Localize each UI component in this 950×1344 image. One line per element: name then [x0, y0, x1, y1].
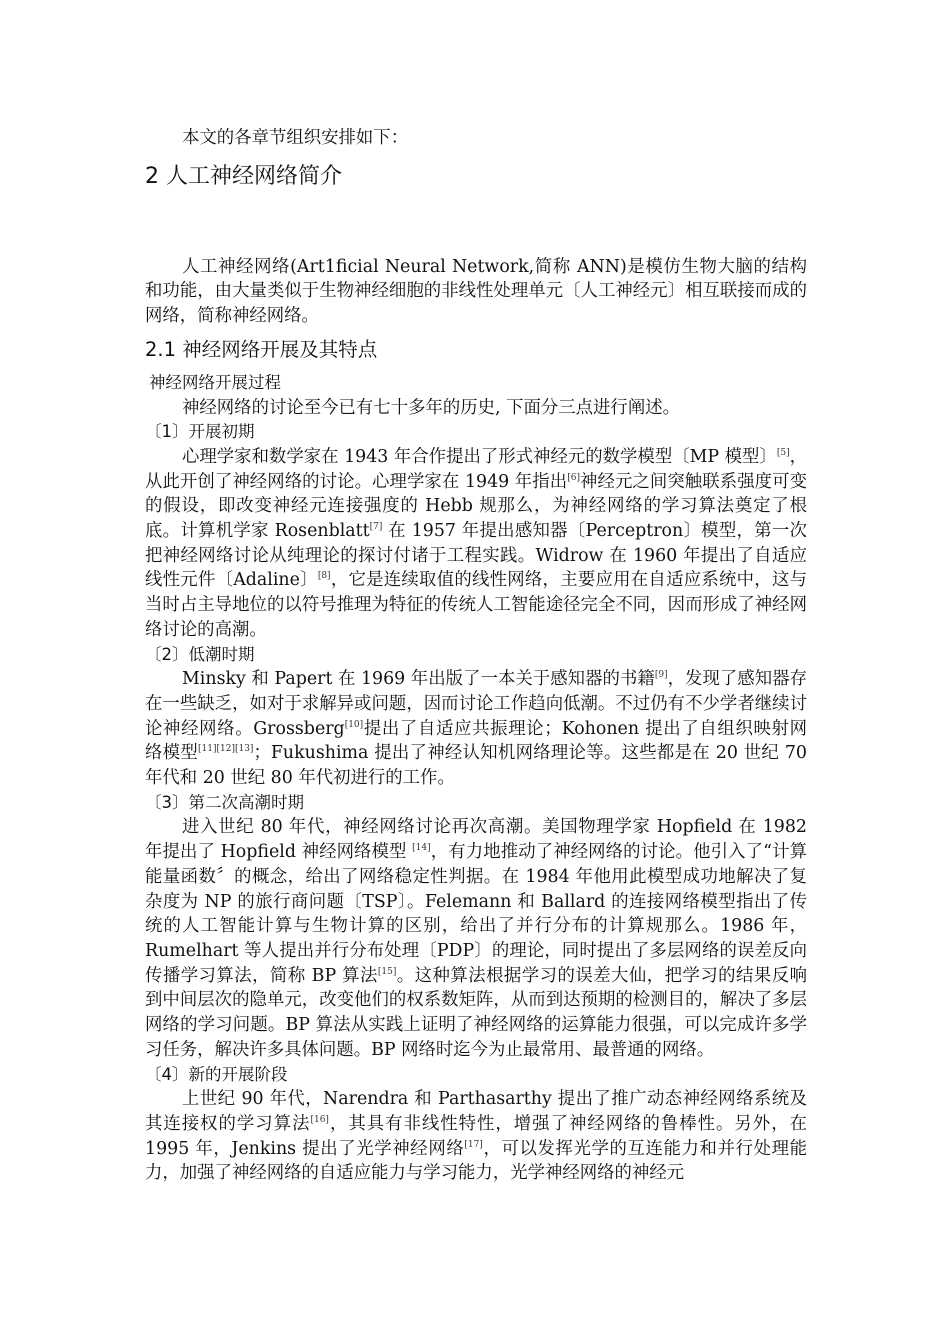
citation-9: [9] — [654, 670, 668, 681]
stage-1-heading: 〔1〕开展初期 — [145, 422, 255, 442]
citation-11-13: [11][12][13] — [198, 744, 254, 755]
stage-3-heading: 〔3〕第二次高潮时期 — [145, 792, 304, 812]
citation-8: [8] — [317, 571, 331, 582]
citation-6: [6] — [567, 472, 580, 483]
stage-2-paragraph: Minsky 和 Papert 在 1969 年出版了一本关于感知器的书籍[9]，发现了感知器存在一些缺乏，如对于求解异或问题，因而讨论工作趋向低潮。不过仍有不少学者继续讨论神经网络。Grossberg[10]提出了自适应共振理论；Kohonen 提出了自组织映射网络模型[11][12][13]；Fukushima 提出了神经认知机网络理论等。这些都是在 20 世纪 70 年代和 20 世纪 80 年代初进行的工作。 — [145, 669, 807, 789]
intro-paragraph: 本文的各章节组织安排如下： — [182, 128, 409, 148]
stage-4-heading: 〔4〕新的开展阶段 — [145, 1064, 288, 1084]
citation-5: [5] — [776, 447, 790, 458]
history-subheading: 神经网络开展过程 — [149, 372, 281, 392]
document-body — [145, 126, 807, 1186]
citation-7: [7] — [369, 522, 383, 533]
citation-16: [16] — [310, 1114, 329, 1125]
stage-1-paragraph: 心理学家和数学家在 1943 年合作提出了形式神经元的数学模型〔MP 模型〕[5]，从此开创了神经网络的讨论。心理学家在 1949 年指出[6]神经元之间突触联系强度可变的假设，即改变神经元连接强度的 Hebb 规那么，为神经网络的学习算法奠定了根底。计算机学家 Rosenblatt[7] 在 1957 年提出感知器〔Perceptron〕模型，第一次把神经网络讨论从纯理论的探讨付诸于工程实践。Widrow 在 1960 年提出了自适应线性元件〔Adaline〕[8]，它是连续取值的线性网络，主要应用在自适应系统中，这与当时占主导地位的以符号推理为特征的传统人工智能途径完全不同，因而形成了神经网络讨论的高潮。 — [145, 446, 807, 640]
stage-4-paragraph: 上世纪 90 年代，Narendra 和 Parthasarthy 提出了推广动态神经网络系统及其连接权的学习算法[16]，其具有非线性特性，增强了神经网络的鲁棒性。另外，在 1995 年，Jenkins 提出了光学神经网络[17]，可以发挥光学的互连能力和并行处理能力，加强了神经网络的自适应能力与学习能力，光学神经网络的神经元 — [145, 1089, 807, 1184]
citation-17: [17] — [464, 1139, 483, 1150]
history-intro-paragraph: 神经网络的讨论至今已有七十多年的历史, 下面分三点进行阐述。 — [182, 397, 680, 418]
section-2-1-heading: 2.1 神经网络开展及其特点 — [145, 337, 378, 361]
ann-definition-paragraph: 人工神经网络(Art1ficial Neural Network,简称 ANN)是模仿生物大脑的结构和功能，由大量类似于生物神经细胞的非线性处理单元〔人工神经元〕相互联接而成的网络，简称神经网络。 — [145, 256, 807, 327]
citation-14: [14] — [412, 843, 431, 854]
citation-10: [10] — [344, 719, 364, 730]
citation-15: [15] — [377, 966, 397, 977]
stage-3-paragraph: 进入世纪 80 年代，神经网络讨论再次高潮。美国物理学家 Hopfield 在 1982 年提出了 Hopfield 神经网络模型 [14]，有力地推动了神经网络的讨论。他引入了“计算能量函数〞的概念，给出了网络稳定性判据。在 1984 年他用此模型成功地解决了复杂度为 NP 的旅行商问题〔TSP〕。Felemann 和 Ballard 的连接网络模型指出了传统的人工智能计算与生物计算的区别，给出了并行分布的计算规那么。1986 年，Rumelhart 等人提出并行分布处理〔PDP〕的理论，同时提出了多层网络的误差反向传播学习算法，简称 BP 算法[15]。这种算法根据学习的误差大仙，把学习的结果反响到中间层次的隐单元，改变他们的权系数矩阵，从而到达预期的检测目的，解决了多层网络的学习问题。BP 算法从实践上证明了神经网络的运算能力很强，可以完成许多学习任务，解决许多具体问题。BP 网络时迄今为止最常用、最普通的网络。 — [145, 817, 807, 1060]
section-2-heading: 2 人工神经网络简介 — [145, 163, 342, 189]
stage-2-heading: 〔2〕低潮时期 — [145, 644, 255, 664]
